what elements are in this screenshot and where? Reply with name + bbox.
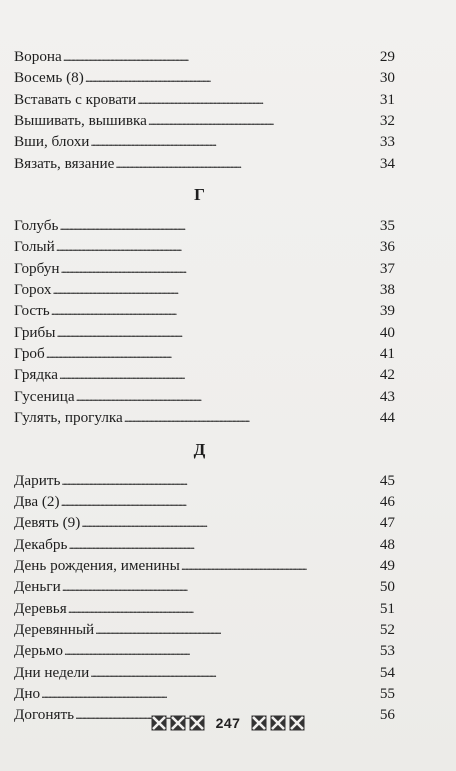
entry-label: Гроб	[14, 345, 45, 363]
toc-entry	[14, 131, 395, 152]
x-square-ornament-icon	[170, 715, 186, 731]
entry-label: Дно	[14, 684, 41, 702]
entry-label: Девять (9)	[14, 514, 81, 532]
dot-leader	[46, 343, 379, 364]
toc-entry	[14, 619, 395, 640]
entry-label: Вязать, вязание	[14, 154, 115, 172]
entry-label: Дарить	[14, 471, 61, 489]
entry-label: Вши, блохи	[14, 133, 90, 151]
entry-page-number: 38	[379, 281, 395, 299]
entry-label: Гусеница	[14, 387, 75, 405]
entry-label: Гость	[14, 302, 50, 320]
dot-leader	[63, 46, 379, 67]
entry-page-number: 55	[379, 684, 395, 702]
entry-page-number: 34	[379, 154, 395, 172]
toc-entry	[14, 534, 395, 555]
toc-entry	[14, 67, 395, 88]
dot-leader	[56, 322, 378, 343]
entry-page-number: 30	[379, 69, 395, 87]
entry-page-number: 41	[379, 345, 395, 363]
section-letter: Д	[193, 439, 206, 459]
entry-label: Догонять	[14, 706, 75, 724]
toc-entry	[14, 236, 395, 257]
toc-entry	[14, 258, 395, 279]
dot-leader	[59, 215, 378, 236]
toc-entry	[14, 407, 395, 428]
entry-label: Декабрь	[14, 535, 68, 553]
entry-label: Деревянный	[14, 620, 95, 638]
entry-page-number: 54	[379, 663, 395, 681]
dot-leader	[61, 470, 378, 491]
entry-label: Голый	[14, 238, 55, 256]
entry-label: Гулять, прогулка	[14, 409, 123, 427]
dot-leader	[81, 512, 379, 533]
entry-label: Два (2)	[14, 492, 60, 510]
entry-page-number: 35	[379, 217, 395, 235]
entry-label: Голубь	[14, 217, 59, 235]
dot-leader	[137, 89, 379, 110]
entry-label: Грибы	[14, 323, 56, 341]
dot-leader	[62, 576, 379, 597]
entry-label: Деньги	[14, 578, 61, 596]
entry-label: Деревья	[14, 599, 67, 617]
toc-entry	[14, 46, 395, 67]
toc-entry	[14, 555, 395, 576]
toc-entry	[14, 683, 395, 704]
dot-leader	[68, 534, 378, 555]
x-square-ornament-icon	[251, 715, 267, 731]
toc-entry	[14, 153, 395, 174]
toc-entry	[14, 662, 395, 683]
dot-leader	[95, 619, 379, 640]
dot-leader	[85, 67, 379, 88]
entry-page-number: 53	[379, 642, 395, 660]
toc-entry	[14, 470, 395, 491]
dot-leader	[76, 386, 379, 407]
dot-leader	[148, 110, 379, 131]
entry-page-number: 56	[379, 706, 395, 724]
dot-leader	[51, 300, 379, 321]
section-letter: Г	[194, 185, 205, 205]
entry-label: Дерьмо	[14, 642, 64, 660]
x-square-ornament-icon	[189, 715, 205, 731]
toc-entry	[14, 300, 395, 321]
toc-entry	[14, 386, 395, 407]
toc-entry	[14, 512, 395, 533]
x-square-ornament-icon	[151, 715, 167, 731]
entry-page-number: 36	[379, 238, 395, 256]
entry-page-number: 29	[379, 48, 395, 65]
dot-leader	[90, 662, 379, 683]
entry-page-number: 51	[379, 599, 395, 617]
entry-page-number: 48	[379, 535, 395, 553]
entry-label: День рождения, именины	[14, 556, 180, 574]
entry-label: Ворона	[14, 48, 62, 65]
entry-page-number: 42	[379, 366, 395, 384]
toc-entry	[14, 640, 395, 661]
page-number: 247	[215, 715, 241, 731]
x-square-ornament-icon	[289, 715, 305, 731]
toc-entry	[14, 598, 395, 619]
entry-page-number: 33	[379, 133, 395, 151]
entry-page-number: 37	[379, 259, 395, 277]
entry-label: Горбун	[14, 259, 60, 277]
entry-page-number: 49	[379, 556, 395, 574]
toc-entry	[14, 110, 395, 131]
toc-entry	[14, 89, 395, 110]
page-footer	[0, 712, 456, 734]
entry-label: Вставать с кровати	[14, 90, 137, 108]
dot-leader	[181, 555, 379, 576]
dot-leader	[56, 236, 379, 257]
toc-entry	[14, 576, 395, 597]
toc-entry	[14, 279, 395, 300]
entry-page-number: 39	[379, 302, 395, 320]
dot-leader	[115, 153, 378, 174]
entry-page-number: 44	[379, 409, 395, 427]
toc-entry	[14, 215, 395, 236]
dot-leader	[90, 131, 378, 152]
entry-page-number: 50	[379, 578, 395, 596]
dot-leader	[61, 491, 379, 512]
entry-page-number: 43	[379, 387, 395, 405]
entry-label: Горох	[14, 281, 52, 299]
entry-label: Грядка	[14, 366, 59, 384]
dot-leader	[41, 683, 379, 704]
entry-page-number: 46	[379, 492, 395, 510]
entry-label: Дни недели	[14, 663, 90, 681]
dot-leader	[64, 640, 379, 661]
dot-leader	[68, 598, 379, 619]
x-square-ornament-icon	[270, 715, 286, 731]
entry-page-number: 32	[379, 112, 395, 130]
toc-entry	[14, 491, 395, 512]
toc-entry	[14, 343, 395, 364]
entry-page-number: 45	[379, 471, 395, 489]
dot-leader	[124, 407, 379, 428]
entry-label: Восемь (8)	[14, 69, 84, 87]
dot-leader	[59, 364, 379, 385]
table-of-contents	[14, 46, 395, 726]
toc-entry	[14, 364, 395, 385]
dot-leader	[52, 279, 378, 300]
toc-entry	[14, 322, 395, 343]
entry-page-number: 47	[379, 514, 395, 532]
entry-label: Вышивать, вышивка	[14, 112, 147, 130]
entry-page-number: 40	[379, 323, 395, 341]
dot-leader	[61, 258, 379, 279]
entry-page-number: 31	[379, 90, 395, 108]
entry-page-number: 52	[379, 620, 395, 638]
